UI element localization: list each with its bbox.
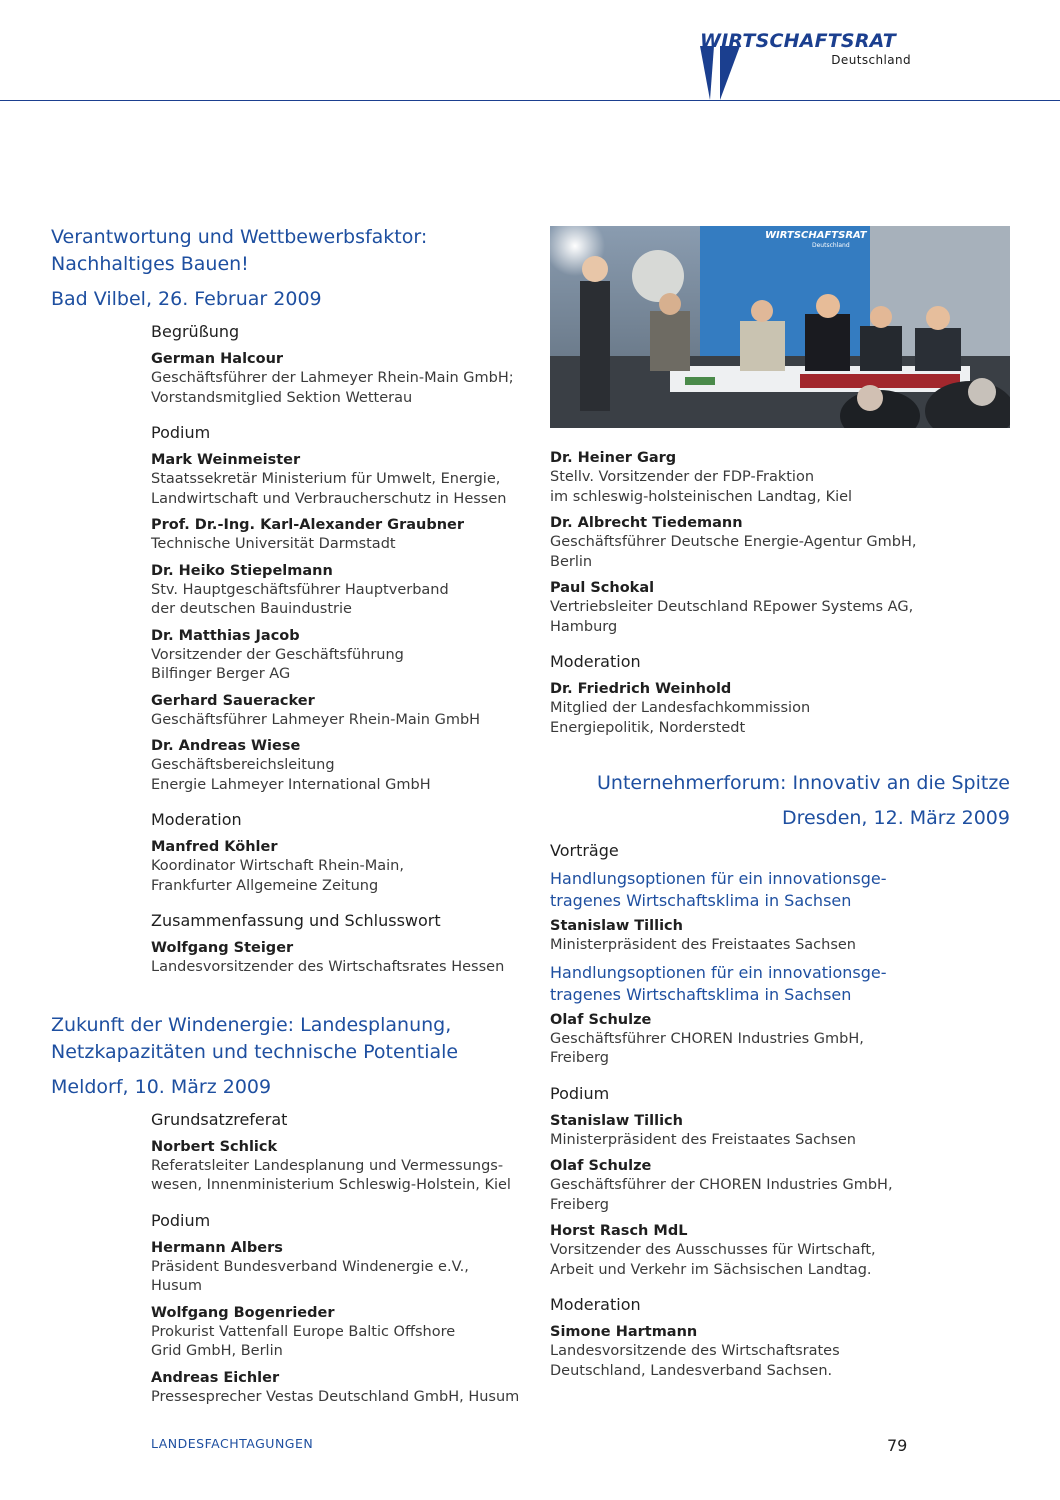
speaker-entry: [550, 1111, 1010, 1151]
speaker-name: Horst Rasch MdL: [550, 1223, 688, 1239]
speaker-name: Dr. Matthias Jacob: [151, 627, 300, 644]
speaker-name: Olaf Schulze: [550, 1011, 652, 1028]
logo-title: WIRTSCHAFTSRAT: [700, 30, 896, 52]
speaker-role: Vorsitzender des Ausschusses für Wirtschaft, Arbeit und Verkehr im Sächsischen Landtag.: [550, 1242, 876, 1278]
speaker-entry: [151, 1303, 521, 1362]
category-heading: Grundsatzreferat: [151, 1109, 288, 1129]
section-title: Zukunft der Windenergie: Landesplanung, Netzkapazitäten und technische Potentiale: [51, 1013, 459, 1063]
speaker-role: Stellv. Vorsitzender der FDP-Fraktion im schleswig-holsteinischen Landtag, Kiel: [550, 469, 853, 505]
speaker-role: Landesvorsitzende des Wirtschaftsrates Deutschland, Landesverband Sachsen.: [550, 1343, 840, 1379]
speaker-role: Technische Universität Darmstadt: [151, 536, 396, 552]
logo: [700, 24, 915, 98]
speaker-name: Manfred Köhler: [151, 839, 278, 855]
speaker-role: Ministerpräsident des Freistaates Sachsen: [550, 1131, 856, 1148]
speaker-entry: [151, 349, 521, 408]
speaker-role: Mitglied der Landesfachkommission Energiepolitik, Norderstedt: [550, 700, 811, 736]
talk-title: Handlungsoptionen für ein innovationsge- tragenes Wirtschaftsklima in Sachsen: [550, 962, 887, 1004]
category-heading: Vorträge: [550, 841, 619, 860]
speaker-role: Referatsleiter Landesplanung und Vermessungs- wesen, Innenministerium Schleswig-Holstein, Kiel: [151, 1157, 511, 1193]
right-column: [550, 226, 1010, 1381]
category-heading: Podium: [151, 423, 211, 442]
speaker-entry: [151, 1137, 521, 1196]
photo-banner-subtitle: Deutschland: [812, 242, 850, 249]
speaker-entry: [550, 1221, 1010, 1280]
speaker-role: Ministerpräsident des Freistaates Sachsen: [550, 937, 856, 953]
category-heading: Moderation: [550, 652, 641, 671]
speaker-name: Wolfgang Bogenrieder: [151, 1304, 335, 1321]
speaker-entry: [151, 837, 521, 896]
category-heading: Moderation: [151, 810, 242, 829]
speaker-entry: [550, 578, 1010, 637]
speaker-role: Stv. Hauptgeschäftsführer Hauptverband der deutschen Bauindustrie: [151, 581, 449, 617]
header-rule: [0, 100, 1060, 101]
speaker-name: Olaf Schulze: [550, 1158, 652, 1174]
speaker-role: Geschäftsführer CHOREN Industries GmbH, Freiberg: [550, 1030, 864, 1066]
speaker-role: Vorsitzender der Geschäftsführung Bilfinger Berger AG: [151, 646, 404, 682]
speaker-name: Dr. Heiner Garg: [550, 450, 677, 466]
speaker-entry: [550, 916, 1010, 956]
speaker-role: Geschäftsführer Deutsche Energie-Agentur GmbH, Berlin: [550, 534, 917, 570]
speaker-name: Dr. Albrecht Tiedemann: [550, 515, 743, 531]
category-heading: Podium: [550, 1083, 610, 1103]
speaker-role: Pressesprecher Vestas Deutschland GmbH, Husum: [151, 1388, 520, 1405]
speaker-role: Geschäftsbereichsleitung Energie Lahmeyer International GmbH: [151, 757, 431, 793]
section-title: Verantwortung und Wettbewerbsfaktor: Nachhaltiges Bauen!: [51, 226, 428, 275]
speaker-role: Geschäftsführer Lahmeyer Rhein-Main GmbH: [151, 711, 481, 728]
speaker-name: Stanislaw Tillich: [550, 918, 683, 934]
logo-subtitle: Deutschland: [831, 53, 911, 67]
speaker-name: Simone Hartmann: [550, 1324, 698, 1340]
speaker-name: German Halcour: [151, 351, 284, 367]
speaker-name: Hermann Albers: [151, 1239, 283, 1256]
event-photo: [550, 226, 1010, 428]
section-date: Dresden, 12. März 2009: [782, 807, 1010, 829]
speaker-entry: [151, 1368, 521, 1408]
left-column: [51, 224, 521, 1407]
speaker-role: Geschäftsführer der Lahmeyer Rhein-Main GmbH; Vorstandsmitglied Sektion Wetterau: [151, 370, 514, 406]
speaker-name: Wolfgang Steiger: [151, 940, 294, 956]
speaker-entry: [151, 515, 521, 555]
speaker-entry: [151, 691, 521, 731]
program-block: [151, 321, 521, 978]
speaker-name: Stanislaw Tillich: [550, 1112, 683, 1129]
section-date: Bad Vilbel, 26. Februar 2009: [51, 288, 322, 310]
photo-banner-text: WIRTSCHAFTSRAT: [765, 230, 867, 241]
speaker-name: Paul Schokal: [550, 580, 655, 596]
program-block: [151, 1109, 521, 1408]
speaker-role: Präsident Bundesverband Windenergie e.V., Husum: [151, 1258, 469, 1294]
footer-section-label: LANDESFACHTAGUNGEN: [151, 1436, 314, 1451]
speaker-entry: [550, 1156, 1010, 1215]
speaker-name: Prof. Dr.-Ing. Karl-Alexander Graubner: [151, 517, 465, 533]
category-heading: Moderation: [550, 1295, 641, 1314]
speaker-entry: [151, 1238, 521, 1297]
speaker-name: Dr. Friedrich Weinhold: [550, 681, 732, 697]
speaker-entry: [151, 450, 521, 509]
speaker-entry: [151, 561, 521, 620]
speaker-name: Dr. Andreas Wiese: [151, 738, 301, 754]
category-heading: Begrüßung: [151, 322, 240, 341]
speaker-role: Koordinator Wirtschaft Rhein-Main, Frankfurter Allgemeine Zeitung: [151, 858, 404, 894]
category-heading: Podium: [151, 1210, 211, 1230]
page-number: 79: [887, 1436, 908, 1455]
speaker-name: Andreas Eichler: [151, 1369, 280, 1386]
speaker-entry: [151, 938, 521, 978]
speaker-entry: [550, 1010, 1010, 1069]
speaker-name: Dr. Heiko Stiepelmann: [151, 562, 333, 579]
section-title: Unternehmerforum: Innovativ an die Spitze: [597, 772, 1010, 794]
speaker-entry: [550, 679, 1010, 738]
speaker-name: Gerhard Saueracker: [151, 692, 315, 709]
speaker-name: Mark Weinmeister: [151, 452, 301, 468]
speaker-entry: [550, 448, 1010, 507]
speaker-entry: [550, 513, 1010, 572]
speaker-name: Norbert Schlick: [151, 1138, 278, 1155]
section-date: Meldorf, 10. März 2009: [51, 1075, 272, 1098]
speaker-entry: [550, 1322, 1010, 1381]
speaker-role: Prokurist Vattenfall Europe Baltic Offshore Grid GmbH, Berlin: [151, 1323, 456, 1359]
speaker-role: Landesvorsitzender des Wirtschaftsrates Hessen: [151, 959, 505, 975]
speaker-role: Staatssekretär Ministerium für Umwelt, Energie, Landwirtschaft und Verbraucherschutz in Hessen: [151, 471, 507, 507]
category-heading: Zusammenfassung und Schlusswort: [151, 911, 441, 930]
panel-discussion-photo: [550, 226, 1010, 428]
speaker-entry: [151, 736, 521, 795]
speaker-entry: [151, 626, 521, 685]
talk-title: Handlungsoptionen für ein innovationsge- tragenes Wirtschaftsklima in Sachsen: [550, 869, 887, 910]
speaker-role: Geschäftsführer der CHOREN Industries GmbH, Freiberg: [550, 1177, 893, 1213]
speaker-role: Vertriebsleiter Deutschland REpower Systems AG, Hamburg: [550, 599, 914, 635]
